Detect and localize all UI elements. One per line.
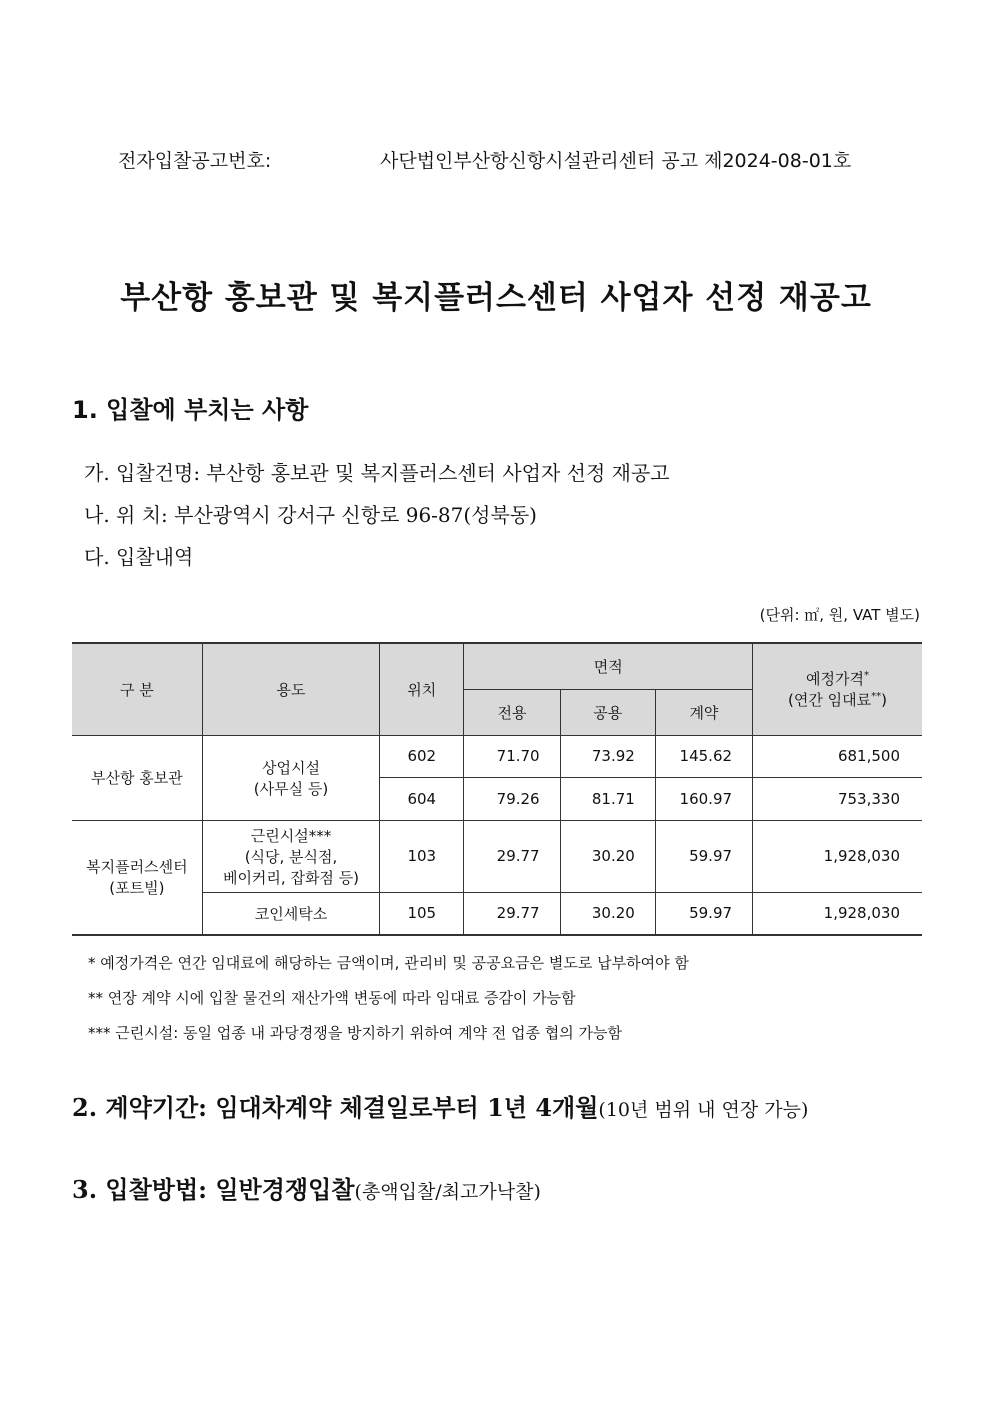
section3 [72, 1170, 541, 1205]
location-cell: 602 [380, 735, 464, 777]
section3-heading: 3. 입찰방법: 일반경쟁입찰 [72, 1175, 355, 1204]
price-cell: 1,928,030 [753, 820, 922, 892]
price-cell: 753,330 [753, 777, 922, 820]
usage-cell: 근린시설*** (식당, 분식점, 베이커리, 잡화점 등) [202, 820, 379, 892]
usage-cell: 상업시설 (사무실 등) [202, 735, 379, 820]
contract-area-cell: 59.97 [655, 892, 752, 935]
location-cell: 103 [380, 820, 464, 892]
footnote-3: *** 근린시설: 동일 업종 내 과당경쟁을 방지하기 위하여 계약 전 업종 협의 가능함 [88, 1024, 622, 1042]
section1-heading: 1. 입찰에 부치는 사항 [72, 396, 309, 424]
footnote-1: * 예정가격은 연간 임대료에 해당하는 금액이며, 관리비 및 공공요금은 별도로 납부하여야 함 [88, 954, 689, 972]
header-price: 예정가격* (연간 임대료**) [753, 643, 922, 735]
usage-cell: 코인세탁소 [202, 892, 379, 935]
table-row [72, 735, 922, 777]
common-area-cell: 81.71 [560, 777, 655, 820]
bid-table [72, 642, 922, 936]
location-cell: 604 [380, 777, 464, 820]
exclusive-area-cell: 79.26 [464, 777, 560, 820]
header-location: 위치 [380, 643, 464, 735]
notice-id: 사단법인부산항신항시설관리센터 공고 제2024-08-01호 [380, 150, 852, 172]
section3-detail: (총액입찰/최고가낙찰) [354, 1181, 541, 1203]
exclusive-area-cell: 29.77 [464, 820, 560, 892]
header-category: 구 분 [72, 643, 202, 735]
common-area-cell: 73.92 [560, 735, 655, 777]
section2-detail: (10년 범위 내 연장 가능) [598, 1099, 809, 1121]
exclusive-area-cell: 29.77 [464, 892, 560, 935]
header-area-common: 공용 [560, 689, 655, 735]
header-area-contract: 계약 [655, 689, 752, 735]
common-area-cell: 30.20 [560, 892, 655, 935]
header-area-exclusive: 전용 [464, 689, 560, 735]
unit-note: (단위: ㎡, 원, VAT 별도) [759, 606, 920, 624]
notice-number-label: 전자입찰공고번호: [118, 150, 272, 172]
section2-heading: 2. 계약기간: 임대차계약 체결일로부터 1년 4개월 [72, 1093, 599, 1122]
header-area: 면적 [464, 643, 753, 689]
bid-details-label: 다. 입찰내역 [84, 545, 194, 569]
table-row [72, 820, 922, 892]
document-title: 부산항 홍보관 및 복지플러스센터 사업자 선정 재공고 [120, 280, 872, 316]
category-cell: 복지플러스센터 (포트빌) [72, 820, 202, 935]
location-cell: 105 [380, 892, 464, 935]
category-cell: 부산항 홍보관 [72, 735, 202, 820]
price-cell: 681,500 [753, 735, 922, 777]
header-usage: 용도 [202, 643, 379, 735]
bid-item-name: 가. 입찰건명: 부산항 홍보관 및 복지플러스센터 사업자 선정 재공고 [84, 461, 670, 485]
contract-area-cell: 160.97 [655, 777, 752, 820]
exclusive-area-cell: 71.70 [464, 735, 560, 777]
bid-location: 나. 위 치: 부산광역시 강서구 신항로 96-87(성북동) [84, 503, 537, 527]
contract-area-cell: 145.62 [655, 735, 752, 777]
common-area-cell: 30.20 [560, 820, 655, 892]
price-cell: 1,928,030 [753, 892, 922, 935]
section2 [72, 1088, 808, 1123]
contract-area-cell: 59.97 [655, 820, 752, 892]
footnote-2: ** 연장 계약 시에 입찰 물건의 재산가액 변동에 따라 임대료 증감이 가능함 [88, 989, 576, 1007]
